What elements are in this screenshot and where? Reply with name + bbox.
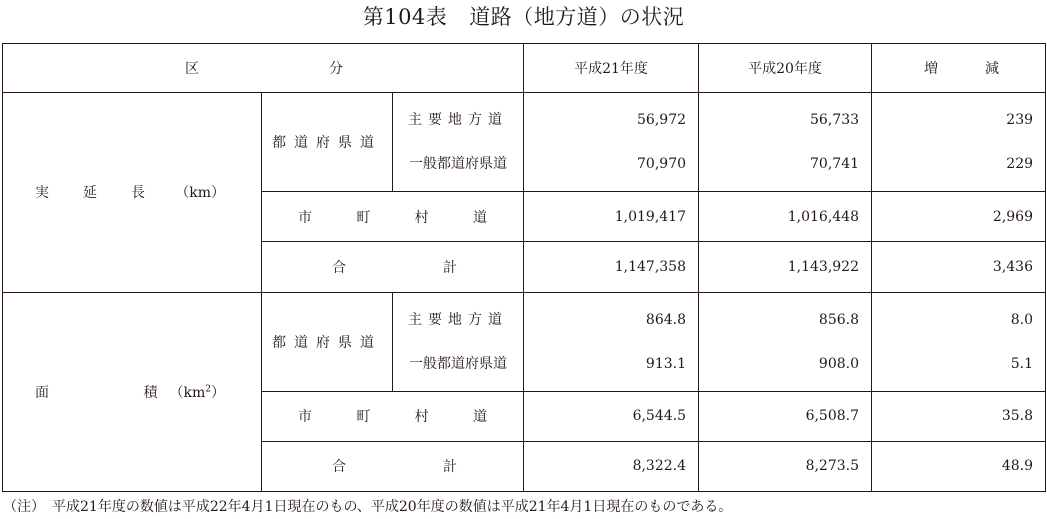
table-row xyxy=(3,292,1046,391)
area-total-h21: 8,322.4 xyxy=(524,441,699,491)
area-prefectural-h20: 856.8 908.0 xyxy=(699,292,872,391)
header-h20: 平成20年度 xyxy=(699,44,872,93)
header-h21: 平成21年度 xyxy=(524,44,699,93)
length-prefectural-label: 都道府県道 xyxy=(262,93,393,192)
table-row xyxy=(3,93,1046,192)
length-total-label: 合 計 xyxy=(262,242,524,292)
area-municipal-h20: 6,508.7 xyxy=(699,391,872,441)
length-municipal-label: 市 町 村 道 xyxy=(262,192,524,242)
length-category: 実 延 長 （km） xyxy=(3,93,262,292)
footnote: （注） 平成21年度の数値は平成22年4月1日現在のもの、平成20年度の数値は平成21年4月1日現在のものである。 xyxy=(3,499,733,515)
area-municipal-label: 市 町 村 道 xyxy=(262,391,524,441)
area-category: 面 積 $(km^2)$ xyxy=(3,292,262,491)
length-municipal-h21: 1,019,417 xyxy=(524,192,699,242)
area-total-h20: 8,273.5 xyxy=(699,441,872,491)
area-municipal-diff: 35.8 xyxy=(872,391,1046,441)
area-prefectural-sublabels: 主要地方道 一般都道府県道 xyxy=(393,292,524,391)
area-prefectural-diff: 8.0 5.1 xyxy=(872,292,1046,391)
table-title: 道路（地方道）の状況 xyxy=(469,5,685,29)
table-number: 第104表 xyxy=(362,5,448,29)
length-municipal-diff: 2,969 xyxy=(872,192,1046,242)
area-prefectural-label: 都道府県道 xyxy=(262,292,393,391)
area-prefectural-h21: 864.8 913.1 xyxy=(524,292,699,391)
header-diff: 増 減 xyxy=(872,44,1046,93)
length-prefectural-h21: 56,972 70,970 xyxy=(524,93,699,192)
header-row xyxy=(3,44,1046,93)
page-title xyxy=(0,2,1047,32)
length-total-h20: 1,143,922 xyxy=(699,242,872,292)
length-total-diff: 3,436 xyxy=(872,242,1046,292)
header-classification: 区 分 xyxy=(3,44,524,93)
length-prefectural-diff: 239 229 xyxy=(872,93,1046,192)
length-prefectural-h20: 56,733 70,741 xyxy=(699,93,872,192)
road-status-table xyxy=(2,43,1046,492)
area-total-diff: 48.9 xyxy=(872,441,1046,491)
area-municipal-h21: 6,544.5 xyxy=(524,391,699,441)
length-municipal-h20: 1,016,448 xyxy=(699,192,872,242)
length-total-h21: 1,147,358 xyxy=(524,242,699,292)
length-prefectural-sublabels: 主要地方道 一般都道府県道 xyxy=(393,93,524,192)
area-total-label: 合 計 xyxy=(262,441,524,491)
